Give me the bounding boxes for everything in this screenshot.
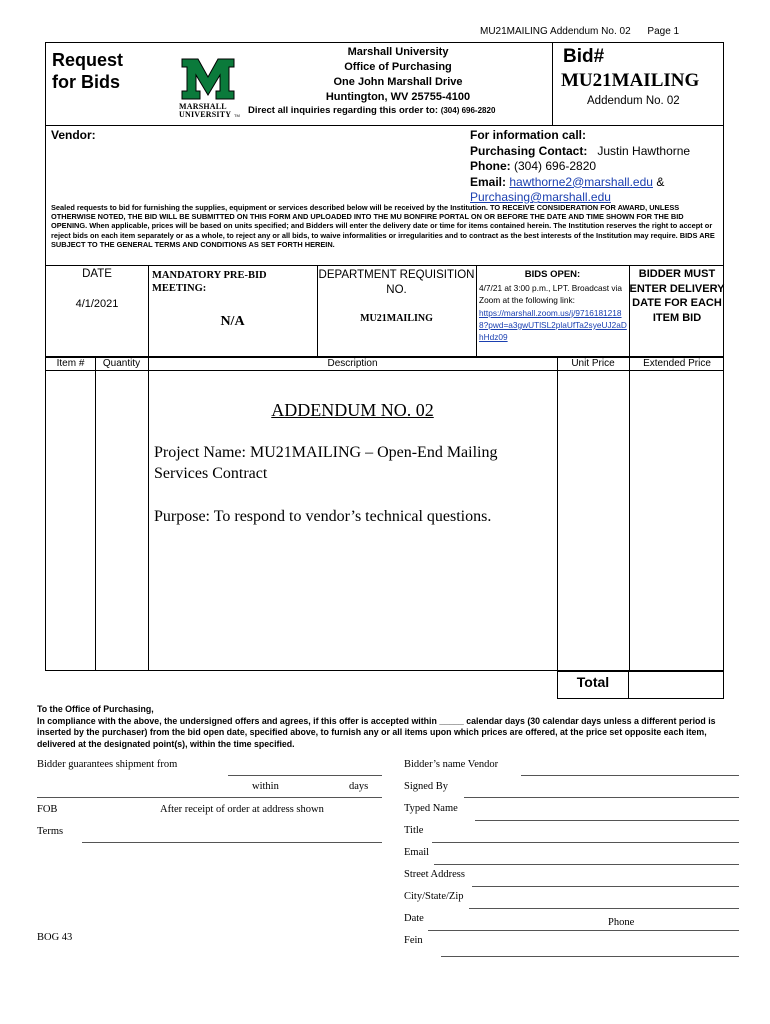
- compliance-text-b: calendar days (30 calendar days unless a different period is inserted by the purchaser) from the bid open date, specified above, to furnish any or all items upon which prices are offered, at the price set opposite each item, delivered at the designated point(s), within the time specified.: [37, 715, 716, 749]
- title-label: Title: [404, 825, 424, 836]
- street-label: Street Address: [404, 869, 465, 880]
- typed-name-line[interactable]: [475, 820, 739, 821]
- running-header: [480, 26, 693, 37]
- compliance-to: To the Office of Purchasing,: [37, 704, 154, 714]
- col-item: Item #: [56, 358, 85, 369]
- within-label: within: [252, 781, 279, 792]
- total-value-field[interactable]: [630, 672, 723, 698]
- bids-open-label: BIDS OPEN:: [524, 269, 581, 280]
- addendum-label: Addendum No. 02: [587, 95, 680, 107]
- project-name: Project Name: MU21MAILING – Open-End Mailing Services Contract: [154, 444, 498, 482]
- phone-field-label: Phone: [608, 917, 635, 928]
- signed-by-label: Signed By: [404, 781, 449, 792]
- fob-label: FOB: [37, 804, 58, 815]
- bid-info-grid: [45, 265, 724, 357]
- prebid-label: MANDATORY PRE-BID MEETING:: [152, 270, 267, 294]
- bid-number: MU21MAILING: [561, 70, 700, 91]
- bidder-must-note: BIDDER MUST ENTER DELIVERY DATE FOR EACH ITEM BID: [629, 268, 725, 324]
- items-table: [45, 357, 724, 671]
- col-unit-price: Unit Price: [571, 358, 615, 369]
- bid-number-block: [552, 42, 724, 126]
- email-link-1[interactable]: hawthorne2@marshall.edu: [509, 174, 653, 189]
- email-label: Email:: [470, 174, 507, 189]
- typed-name-label: Typed Name: [404, 803, 458, 814]
- vendor-label: Vendor:: [51, 128, 96, 142]
- logo-line-1: MARSHALL: [179, 102, 227, 111]
- bidder-name-line[interactable]: [521, 775, 739, 776]
- info-heading: For information call:: [470, 128, 587, 142]
- fein-line[interactable]: [441, 956, 739, 957]
- running-title: MU21MAILING Addendum No. 02: [480, 26, 631, 37]
- compliance-section: [37, 704, 737, 750]
- title-line[interactable]: [432, 842, 739, 843]
- total-label: Total: [576, 674, 610, 690]
- col-extended-price: Extended Price: [643, 358, 711, 369]
- office-street: One John Marshall Drive: [333, 76, 463, 88]
- terms-label: Terms: [37, 826, 64, 837]
- university-logo: [176, 42, 244, 126]
- inquiries-phone: (304) 696-2820: [440, 106, 496, 115]
- title-block: [45, 42, 176, 126]
- contact-phone: (304) 696-2820: [514, 159, 597, 173]
- purpose-text: Purpose: To respond to vendor’s technical questions.: [154, 508, 492, 525]
- compliance-days-blank[interactable]: _____: [439, 715, 464, 726]
- zoom-link[interactable]: https://marshall.zoom.us/j/97161812188?pwd=a3gwUTlSL2plaUfTa2syeUJ2aDhHdz09: [479, 307, 627, 343]
- page-number: Page 1: [647, 26, 680, 37]
- email-link-2[interactable]: Purchasing@marshall.edu: [470, 190, 611, 204]
- city-label: City/State/Zip: [404, 891, 464, 902]
- date-value: 4/1/2021: [75, 298, 119, 310]
- guarantee-label: Bidder guarantees shipment from: [37, 759, 178, 770]
- days-label: days: [349, 781, 369, 792]
- street-line[interactable]: [472, 886, 739, 887]
- city-line[interactable]: [469, 908, 739, 909]
- date-field-label: Date: [404, 913, 424, 924]
- terms-text: Sealed requests to bid for furnishing the supplies, equipment or services described below will be received by the Institution. TO RECEIVE CONSIDERATION FOR AWARD, UNLESS OTHERWISE NOTED, THE BID WILL BE SUBMITTED ON THIS FORM AND UPLOADED INTO THE MU BONFIRE PORTAL ON OR BEFORE THE DATE AND TIME SHOWN FOR THE BID OPENING. When applicable, prices will be based on units specified; and Bidders will enter the delivery date or time for items contained herein. The Institution reserves the right to accept or reject bids on each item separately or as a whole, to reject any or all bids, to waive informalities or irregularities and to contract as the best interests of the Institution may require. BIDS ARE SUBJECT TO THE GENERAL TERMS AND CONDITIONS AS SET FORTH HEREIN.: [51, 203, 715, 249]
- guarantee-line[interactable]: [228, 775, 382, 776]
- date-line[interactable]: [428, 930, 739, 931]
- prebid-value: N/A: [220, 314, 245, 329]
- office-dept: Office of Purchasing: [344, 61, 452, 73]
- phone-label: Phone:: [470, 159, 511, 173]
- bids-open-text: 4/7/21 at 3:00 p.m., LPT. Broadcast via Zoom at the following link:: [479, 283, 622, 306]
- office-name: Marshall University: [347, 46, 449, 58]
- email-line[interactable]: [434, 864, 739, 865]
- terms-section: [45, 203, 724, 265]
- contact-name: Justin Hawthorne: [597, 143, 691, 158]
- email-amp: &: [656, 174, 665, 189]
- dept-req-label: DEPARTMENT REQUISITION NO.: [318, 269, 475, 296]
- office-address: [244, 42, 552, 126]
- inquiries-label: Direct all inquiries regarding this order to:: [248, 105, 439, 116]
- after-receipt-label: After receipt of order at address shown: [160, 804, 324, 815]
- logo-line-2: UNIVERSITY: [179, 110, 232, 119]
- bidder-name-label: Bidder’s name Vendor: [404, 759, 499, 770]
- col-quantity: Quantity: [102, 358, 141, 369]
- title-line-2: for Bids: [52, 72, 121, 92]
- guarantee-line-2[interactable]: [37, 797, 382, 798]
- fein-label: Fein: [404, 935, 423, 946]
- addendum-heading: ADDENDUM NO. 02: [271, 400, 434, 420]
- bid-label: Bid#: [563, 46, 605, 67]
- compliance-text-a: In compliance with the above, the undersigned offers and agrees, if this offer is accepted within: [37, 715, 437, 726]
- col-description: Description: [327, 358, 378, 369]
- date-label: DATE: [82, 268, 112, 280]
- title-line-1: Request: [52, 50, 124, 70]
- email-field-label: Email: [404, 847, 430, 858]
- dept-req-value: MU21MAILING: [360, 313, 433, 324]
- vendor-section: [45, 125, 724, 203]
- terms-line[interactable]: [82, 842, 382, 843]
- office-city: Huntington, WV 25755-4100: [325, 91, 471, 103]
- total-row: [557, 671, 724, 699]
- signed-by-line[interactable]: [464, 797, 739, 798]
- bog-label: BOG 43: [37, 932, 73, 943]
- logo-tm: TM: [234, 113, 240, 118]
- contact-label: Purchasing Contact:: [470, 143, 588, 158]
- marshall-m-logo-icon: [180, 57, 236, 101]
